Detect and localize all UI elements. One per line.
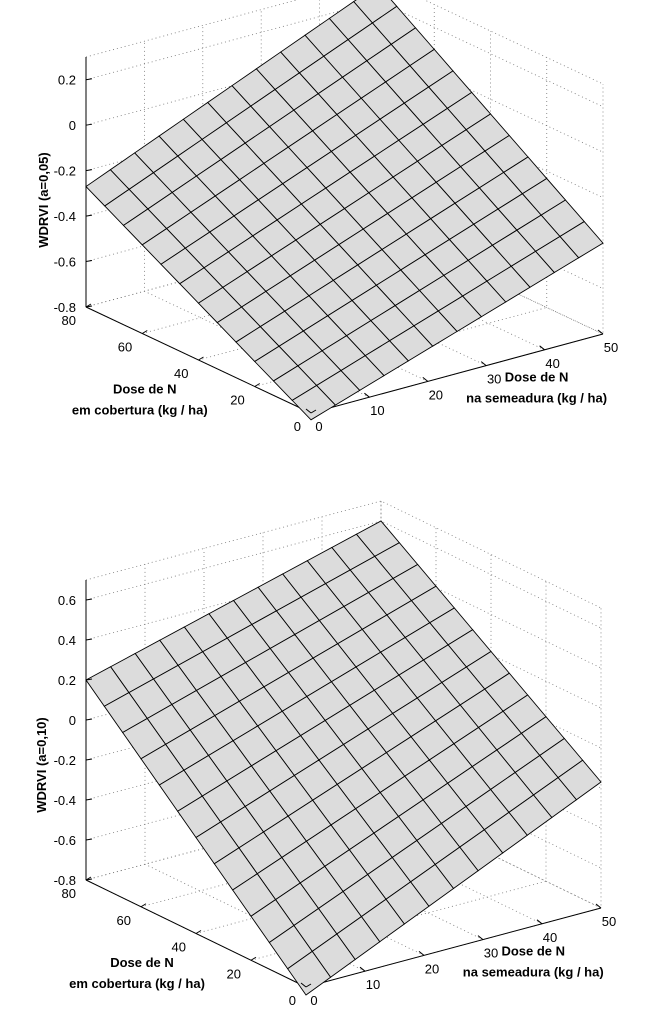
z-tick-label: -0.4 xyxy=(53,209,76,225)
z-tick-label: 0.6 xyxy=(57,593,76,608)
z-tick-label: -0.4 xyxy=(53,793,76,808)
y-tick-label: 20 xyxy=(230,392,245,408)
surface xyxy=(86,0,603,420)
z-tick xyxy=(86,170,92,171)
z-tick-label: 0.4 xyxy=(57,633,76,648)
z-tick-label: -0.8 xyxy=(53,873,76,888)
z-tick xyxy=(86,839,92,840)
y-tick-label: 0 xyxy=(288,993,296,1008)
z-axis-label: WDRVI (a=0,10) xyxy=(34,717,49,813)
x-axis-label: na semeadura (kg / ha) xyxy=(462,964,604,980)
z-tick xyxy=(86,124,92,125)
x-axis-label: Dose de N xyxy=(504,369,569,385)
y-tick-label: 80 xyxy=(61,886,76,901)
z-tick-label: -0.6 xyxy=(53,254,76,270)
y-tick-label: 0 xyxy=(293,419,301,434)
z-tick xyxy=(86,799,92,800)
x-tick-label: 20 xyxy=(428,387,444,403)
z-tick-label: -0.2 xyxy=(53,753,76,768)
z-tick-label: 0.2 xyxy=(57,72,76,88)
y-axis-label: Dose de N xyxy=(110,954,174,970)
z-tick xyxy=(86,599,92,600)
y-tick-label: 40 xyxy=(174,366,189,381)
y-axis-label: em cobertura (kg / ha) xyxy=(69,975,205,991)
z-tick-label: 0.2 xyxy=(57,673,76,688)
x-tick-label: 50 xyxy=(601,914,617,929)
z-tick-label: 0 xyxy=(68,118,76,134)
x-tick-label: 30 xyxy=(486,371,502,387)
y-axis-label: em cobertura (kg / ha) xyxy=(71,402,208,418)
y-axis-label: Dose de N xyxy=(112,381,177,397)
z-tick xyxy=(86,79,92,80)
x-tick-label: 0 xyxy=(310,993,318,1008)
surface xyxy=(86,521,601,995)
x-tick-label: 40 xyxy=(545,355,560,371)
z-tick xyxy=(86,215,92,216)
x-tick-label: 30 xyxy=(483,945,499,961)
x-tick-label: 10 xyxy=(370,403,385,419)
y-tick-label: 60 xyxy=(117,339,133,355)
chart-1 xyxy=(36,0,618,434)
z-tick-label: -0.8 xyxy=(53,300,76,315)
y-tick-label: 40 xyxy=(171,939,186,955)
y-tick-label: 80 xyxy=(61,313,76,328)
x-tick-label: 40 xyxy=(542,929,558,945)
x-tick-label: 20 xyxy=(424,961,440,977)
z-tick xyxy=(86,759,92,760)
z-axis-label: WDRVI (a=0,05) xyxy=(36,152,51,248)
x-tick-label: 0 xyxy=(315,419,323,434)
z-tick-label: 0 xyxy=(68,713,76,728)
y-tick-label: 20 xyxy=(226,966,241,982)
z-tick xyxy=(86,639,92,640)
x-axis-label: Dose de N xyxy=(501,943,566,959)
x-tick-label: 10 xyxy=(365,977,381,993)
x-axis-label: na semeadura (kg / ha) xyxy=(466,390,608,406)
z-tick xyxy=(86,719,92,720)
chart-2 xyxy=(34,501,616,1008)
z-tick-label: -0.2 xyxy=(53,163,76,179)
x-tick-label: 50 xyxy=(603,340,619,355)
z-tick-label: -0.6 xyxy=(53,833,76,848)
y-tick-label: 60 xyxy=(116,912,131,928)
z-tick xyxy=(86,261,92,262)
